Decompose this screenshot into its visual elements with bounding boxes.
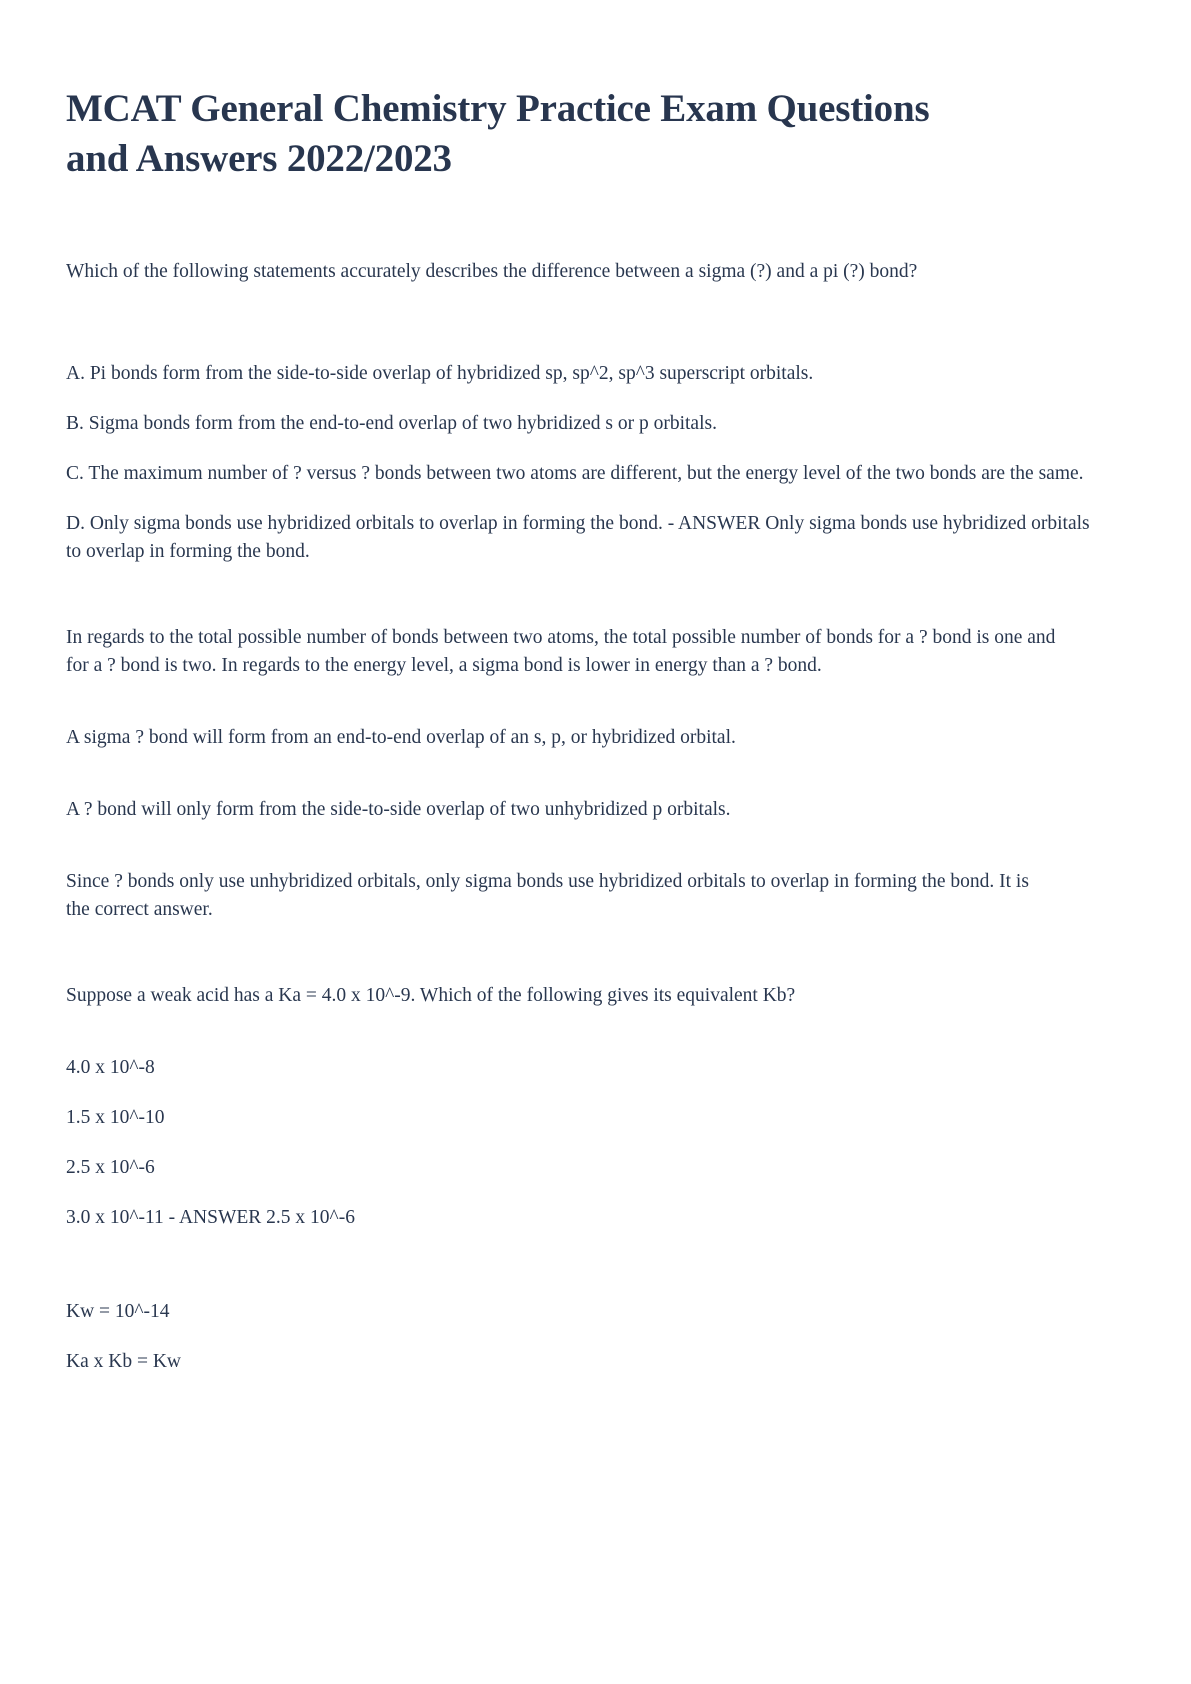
choice-3: 2.5 x 10^-6 [66,1157,155,1179]
question-2-choices [66,1054,1091,1232]
explanation-paragraph-2: A sigma ? bond will form from an end-to-end overlap of an s, p, or hybridized orbital. [66,727,736,749]
explanation-paragraph-1: In regards to the total possible number of bonds between two atoms, the total possible number of bonds for a ? bond is one and for a ? bond is two. In regards to the energy level, a sigma bond is lower in energy than a ? bond. [66,626,1056,676]
choice-a: A. Pi bonds form from the side-to-side overlap of hybridized sp, sp^2, sp^3 superscript orbitals. [66,362,814,384]
spacer [66,924,1091,982]
spacer [66,824,1091,868]
question-1-stem: Which of the following statements accurately describes the difference between a sigma (?) and a pi (?) bond? [66,260,918,282]
spacer [66,752,1091,796]
explanation-paragraph-4: Since ? bonds only use unhybridized orbitals, only sigma bonds use hybridized orbitals to overlap in forming the bond. It is the correct answer. [66,871,1029,921]
page-title: MCAT General Chemistry Practice Exam Questions and Answers 2022/2023 [66,87,930,180]
spacer [66,184,1091,258]
question-2-stem: Suppose a weak acid has a Ka = 4.0 x 10^-9. Which of the following gives its equivalent Kb? [66,985,796,1007]
choice-1: 4.0 x 10^-8 [66,1057,155,1079]
explanation-paragraph-3: A ? bond will only form from the side-to-side overlap of two unhybridized p orbitals. [66,799,731,821]
question-1-choices [66,360,1091,566]
spacer [66,1232,1091,1276]
choice-d-answer: D. Only sigma bonds use hybridized orbitals to overlap in forming the bond. - ANSWER Only sigma bonds use hybridized orbitals to overlap in forming the bond. [66,512,1090,562]
choice-4-answer: 3.0 x 10^-11 - ANSWER 2.5 x 10^-6 [66,1207,355,1229]
spacer [66,1010,1091,1054]
spacer [66,566,1091,624]
formula-ka-kb: Ka x Kb = Kw [66,1351,181,1373]
choice-b: B. Sigma bonds form from the end-to-end overlap of two hybridized s or p orbitals. [66,412,717,434]
formula-kw: Kw = 10^-14 [66,1301,170,1323]
choice-c: C. The maximum number of ? versus ? bonds between two atoms are different, but the energy level of the two bonds are the same. [66,462,1084,484]
spacer [66,680,1091,724]
question-2-formulas [66,1298,1091,1376]
spacer [66,286,1091,360]
choice-2: 1.5 x 10^-10 [66,1107,165,1129]
